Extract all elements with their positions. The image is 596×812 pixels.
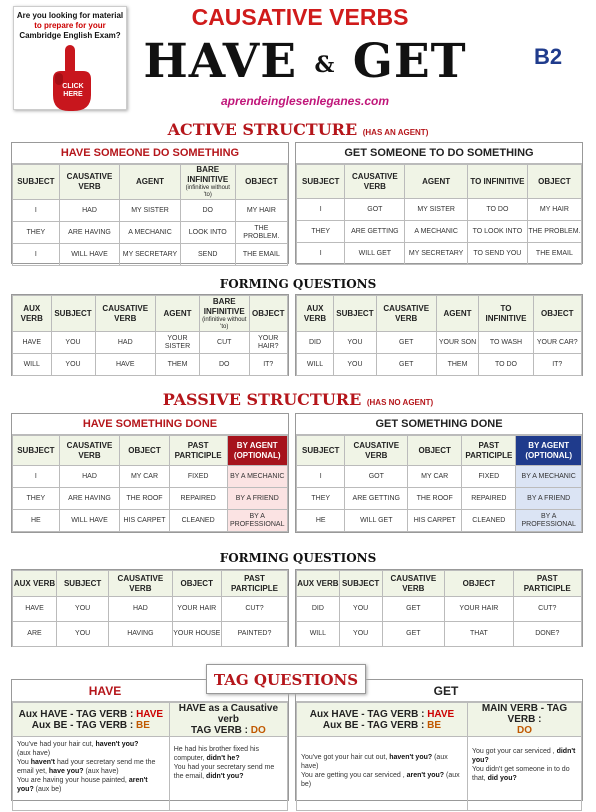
- cell: WILL GET: [345, 510, 408, 532]
- passive-forming-questions-heading: FORMING QUESTIONS: [219, 551, 377, 565]
- table-row: [13, 466, 288, 488]
- example-sentence: [174, 745, 283, 763]
- active-get-questions-card: [295, 294, 583, 376]
- cell: THE EMAIL: [235, 244, 287, 266]
- tag-have-causative-rules: [169, 703, 287, 737]
- col-header: PAST PARTICIPLE: [462, 436, 516, 466]
- cell: FIXED: [462, 466, 516, 488]
- cell: A MECHANIC: [405, 221, 468, 243]
- tag-get-label: GET: [296, 680, 582, 702]
- cell: GET: [382, 622, 445, 647]
- cell: HAD: [95, 332, 156, 354]
- title-amp: &: [314, 52, 336, 78]
- table-row: [297, 332, 582, 354]
- cell: IT?: [249, 354, 288, 376]
- col-header: AGENT: [405, 165, 468, 199]
- cell: HIS CARPET: [408, 510, 462, 532]
- cell: YOUR SISTER: [156, 332, 200, 354]
- col-header: OBJECT: [249, 296, 288, 332]
- cell: TO LOOK INTO: [467, 221, 527, 243]
- cell: YOUR HAIR: [445, 597, 513, 622]
- rule-text: Aux BE - TAG VERB :: [31, 719, 137, 731]
- cell: THE ROOF: [408, 488, 462, 510]
- cell: IT?: [533, 354, 581, 376]
- example-tag: haven't you?: [95, 741, 139, 748]
- table-row: [297, 354, 582, 376]
- rule-value: BE: [427, 719, 442, 731]
- cell: WILL: [297, 354, 334, 376]
- by-agent-header: BY AGENT (OPTIONAL): [227, 436, 288, 466]
- cell: TO DO: [467, 199, 527, 221]
- ad-line-1: Are you looking for material: [16, 11, 124, 20]
- table-row: [13, 244, 288, 266]
- have-someone-do-title: HAVE SOMEONE DO SOMETHING: [12, 143, 288, 164]
- get-someone-to-do-title: GET SOMEONE TO DO SOMETHING: [296, 143, 582, 164]
- col-header: CAUSATIVE VERB: [95, 296, 156, 332]
- cell: I: [297, 466, 345, 488]
- cell: MY HAIR: [235, 200, 287, 222]
- cell: MY CAR: [120, 466, 170, 488]
- example-tag: did you?: [487, 775, 517, 782]
- cell: ARE GETTING: [345, 221, 405, 243]
- example-text: You are getting you car serviced ,: [301, 772, 407, 779]
- cell: TO WASH: [479, 332, 533, 354]
- cell: BY A PROFESSIONAL: [516, 510, 582, 532]
- example-tag: didn't you?: [206, 773, 244, 780]
- rule-value: BE: [136, 719, 150, 731]
- col-header: CAUSATIVE VERB: [376, 296, 436, 332]
- cell: BY A FRIEND: [227, 488, 288, 510]
- tag-have-label: HAVE: [12, 680, 288, 702]
- table-row: [13, 332, 288, 354]
- cell: WILL HAVE: [59, 244, 120, 266]
- cell: MY SECRETARY: [120, 244, 181, 266]
- cell: I: [13, 466, 60, 488]
- example-text: You had your secretary send me the email,: [173, 764, 275, 780]
- bare-infinitive-note: (infinitive without 'to): [202, 316, 247, 330]
- cell: FIXED: [169, 466, 227, 488]
- cell: HAVE: [13, 332, 52, 354]
- ad-line-3: Cambridge English Exam?: [19, 31, 121, 40]
- cell: I: [13, 200, 60, 222]
- table-row: [13, 597, 288, 622]
- cell: WILL: [297, 622, 340, 647]
- cell: THEY: [297, 488, 345, 510]
- tag-get-table: [296, 702, 582, 811]
- table-row: [297, 243, 582, 265]
- cell: REPAIRED: [169, 488, 227, 510]
- table-row: [13, 488, 288, 510]
- cell: BY A MECHANIC: [227, 466, 288, 488]
- cell: YOUR HAIR: [172, 597, 222, 622]
- table-row: [297, 622, 582, 647]
- cell: DO: [200, 354, 250, 376]
- cell: CUT?: [513, 597, 581, 622]
- tag-get-card: [295, 679, 583, 801]
- col-header: CAUSATIVE VERB: [382, 571, 445, 597]
- cell: THE ROOF: [120, 488, 170, 510]
- cell: I: [297, 199, 345, 221]
- cell: YOU: [51, 332, 95, 354]
- cell: GET: [376, 354, 436, 376]
- cell: THAT: [445, 622, 513, 647]
- bare-infinitive-label: BARE INFINITIVE: [187, 165, 229, 184]
- example-note: (aux have): [17, 750, 51, 757]
- cell: CLEANED: [169, 510, 227, 532]
- ad-line-2: to prepare for your: [34, 21, 106, 30]
- col-header: SUBJECT: [334, 296, 377, 332]
- col-header: PAST PARTICIPLE: [513, 571, 581, 597]
- cell: ARE: [13, 622, 57, 647]
- cell: GET: [376, 332, 436, 354]
- col-header: OBJECT: [172, 571, 222, 597]
- cell: WILL GET: [345, 243, 405, 265]
- cell: GOT: [345, 199, 405, 221]
- rule-text: TAG VERB :: [190, 725, 251, 736]
- tag-have-table: [12, 702, 288, 811]
- example-sentence: [472, 765, 577, 783]
- col-header: CAUSATIVE VERB: [345, 165, 405, 199]
- cell: CUT?: [222, 597, 288, 622]
- level-badge: B2: [534, 44, 563, 69]
- cell: CLEANED: [462, 510, 516, 532]
- cell: HAVE: [13, 597, 57, 622]
- cell: DID: [297, 597, 340, 622]
- table-row: [297, 597, 582, 622]
- active-title-text: ACTIVE STRUCTURE: [167, 120, 358, 139]
- example-tag: aren't you?: [17, 777, 148, 793]
- col-header: AGENT: [120, 165, 181, 200]
- active-note: (HAS AN AGENT): [362, 128, 429, 137]
- col-header: OBJECT: [235, 165, 287, 200]
- cell: THEY: [13, 222, 60, 244]
- tag-questions-heading: [206, 664, 366, 694]
- tag-questions-title: TAG QUESTIONS: [213, 671, 359, 689]
- cell: THEM: [436, 354, 479, 376]
- col-header: OBJECT: [120, 436, 170, 466]
- example-tag: haven't: [30, 759, 55, 766]
- col-header: TO INFINITIVE: [467, 165, 527, 199]
- col-header: SUBJECT: [339, 571, 382, 597]
- table-row: [13, 222, 288, 244]
- cell: HE: [297, 510, 345, 532]
- cell: I: [297, 243, 345, 265]
- cell: YOU: [339, 622, 382, 647]
- col-header: AUX VERB: [13, 296, 52, 332]
- example-sentence: [301, 771, 463, 789]
- website-link[interactable]: aprendeinglesenleganes.com: [220, 94, 390, 108]
- tag-get-aux-rules: [297, 703, 468, 737]
- cell: DONE?: [513, 622, 581, 647]
- cell: YOU: [51, 354, 95, 376]
- active-structure-heading: [0, 120, 596, 139]
- col-header: CAUSATIVE VERB: [345, 436, 408, 466]
- rule-text: HAVE as a Causative verb: [178, 703, 279, 725]
- col-header: AUX VERB: [297, 571, 340, 597]
- col-header: AUX VERB: [13, 571, 57, 597]
- get-something-done-table: [296, 435, 582, 532]
- tag-have-card: [11, 679, 289, 801]
- causative-verbs-heading: CAUSATIVE VERBS: [191, 4, 409, 30]
- table-row: [297, 199, 582, 221]
- passive-title-text: PASSIVE STRUCTURE: [162, 390, 362, 409]
- col-header: OBJECT: [533, 296, 581, 332]
- cell: GET: [382, 597, 445, 622]
- col-header: SUBJECT: [297, 165, 345, 199]
- passive-structure-heading: [0, 390, 596, 409]
- cell: TO SEND YOU: [467, 243, 527, 265]
- rule-text: MAIN VERB - TAG VERB :: [481, 703, 568, 725]
- col-header: CAUSATIVE VERB: [109, 571, 172, 597]
- example-sentence: [174, 763, 283, 781]
- col-header: TO INFINITIVE: [479, 296, 533, 332]
- cell: A MECHANIC: [120, 222, 181, 244]
- cell: DID: [297, 332, 334, 354]
- col-header: OBJECT: [408, 436, 462, 466]
- table-row: [13, 200, 288, 222]
- rule-value: DO: [250, 725, 266, 736]
- have-someone-do-card: [11, 142, 289, 264]
- col-header: AGENT: [436, 296, 479, 332]
- cell: GOT: [345, 466, 408, 488]
- title-have: HAVE: [143, 34, 298, 89]
- tag-have-examples: [13, 737, 170, 811]
- cell: WILL HAVE: [59, 510, 120, 532]
- cell: BY A PROFESSIONAL: [227, 510, 288, 532]
- example-text: He had his brother fixed his computer,: [173, 746, 259, 762]
- cell: MY CAR: [408, 466, 462, 488]
- cell: YOUR HOUSE: [172, 622, 222, 647]
- example-sentence: [17, 758, 165, 776]
- col-header: PAST PARTICIPLE: [169, 436, 227, 466]
- cell: MY SISTER: [405, 199, 468, 221]
- cell: TO DO: [479, 354, 533, 376]
- cell: HAVE: [95, 354, 156, 376]
- passive-get-questions-table: [296, 570, 582, 647]
- example-tag: haven't you?: [389, 754, 433, 761]
- cell: HAD: [109, 597, 172, 622]
- bare-infinitive-note: (infinitive without 'to): [185, 185, 230, 198]
- table-row: [13, 622, 288, 647]
- cell: HAD: [59, 466, 120, 488]
- get-someone-to-do-table: [296, 164, 582, 265]
- rule-value: HAVE: [427, 708, 455, 720]
- col-header: SUBJECT: [297, 436, 345, 466]
- cell: YOU: [334, 354, 377, 376]
- have-something-done-card: [11, 413, 289, 533]
- cell: YOU: [334, 332, 377, 354]
- example-tag: didn't he?: [206, 755, 240, 762]
- cell: BY A FRIEND: [516, 488, 582, 510]
- example-sentence: [17, 776, 165, 794]
- example-note: (aux have): [83, 768, 119, 775]
- have-someone-do-table: [12, 164, 288, 266]
- bare-infinitive-label: BARE INFINITIVE: [203, 296, 245, 316]
- example-text: You didn't get someone in to do that,: [472, 766, 570, 782]
- cell: LOOK INTO: [180, 222, 235, 244]
- have-something-done-table: [12, 435, 288, 532]
- tag-get-main-verb-rules: [468, 703, 582, 737]
- col-header: SUBJECT: [57, 571, 109, 597]
- cell: THEY: [297, 221, 345, 243]
- cell: ARE HAVING: [59, 488, 120, 510]
- example-tag: didn't you?: [472, 748, 576, 764]
- cell: THEM: [156, 354, 200, 376]
- table-row: [297, 488, 582, 510]
- col-header: CAUSATIVE VERB: [59, 436, 120, 466]
- have-something-done-title: HAVE SOMETHING DONE: [12, 414, 288, 435]
- table-row: [13, 354, 288, 376]
- active-forming-questions-heading: FORMING QUESTIONS: [219, 277, 377, 291]
- cell: WILL: [13, 354, 52, 376]
- cell: CUT: [200, 332, 250, 354]
- tag-have-causative-examples: [169, 737, 287, 811]
- click-here-label: CLICK HERE: [62, 83, 84, 98]
- exam-ad-banner[interactable]: [13, 6, 127, 110]
- get-something-done-card: [295, 413, 583, 533]
- example-note: (aux be): [301, 772, 460, 788]
- col-header: PAST PARTICIPLE: [222, 571, 288, 597]
- example-sentence: [472, 747, 577, 765]
- rule-text: Aux HAVE - TAG VERB :: [18, 708, 137, 720]
- active-get-questions-table: [296, 295, 582, 376]
- active-have-questions-card: [11, 294, 289, 376]
- rule-value: HAVE: [136, 708, 164, 720]
- example-sentence: [17, 740, 165, 758]
- table-row: [297, 466, 582, 488]
- cell: HE: [13, 510, 60, 532]
- cell: YOUR CAR?: [533, 332, 581, 354]
- passive-have-questions-card: [11, 569, 289, 647]
- by-agent-header: BY AGENT (OPTIONAL): [516, 436, 582, 466]
- cell: PAINTED?: [222, 622, 288, 647]
- rule-text: Aux HAVE - TAG VERB :: [309, 708, 428, 720]
- tag-get-examples: [297, 737, 468, 811]
- example-note: (aux be): [33, 786, 62, 793]
- cell: DO: [180, 200, 235, 222]
- tag-get-main-verb-examples: [468, 737, 582, 811]
- example-text: You are having your house painted,: [17, 777, 129, 784]
- example-sentence: [301, 753, 463, 771]
- col-header: [180, 165, 235, 200]
- active-have-questions-table: [12, 295, 288, 376]
- passive-get-questions-card: [295, 569, 583, 647]
- cell: THE EMAIL: [527, 243, 581, 265]
- table-row: [297, 510, 582, 532]
- example-text: You got your car serviced ,: [472, 748, 557, 755]
- cell: SEND: [180, 244, 235, 266]
- example-note: (aux have): [301, 754, 448, 770]
- cell: YOUR HAIR?: [249, 332, 288, 354]
- cell: HAD: [59, 200, 120, 222]
- cell: YOU: [339, 597, 382, 622]
- col-header: OBJECT: [445, 571, 513, 597]
- col-header: SUBJECT: [51, 296, 95, 332]
- passive-note: (HAS NO AGENT): [366, 398, 434, 407]
- example-tag: have you?: [48, 768, 84, 775]
- rule-value: DO: [517, 725, 532, 736]
- cell: YOU: [57, 597, 109, 622]
- col-header: [200, 296, 250, 332]
- cell: MY SISTER: [120, 200, 181, 222]
- example-text: had your secretary send me the email yet,: [17, 759, 156, 775]
- col-header: CAUSATIVE VERB: [59, 165, 120, 200]
- cell: MY SECRETARY: [405, 243, 468, 265]
- get-something-done-title: GET SOMETHING DONE: [296, 414, 582, 435]
- cell: YOU: [57, 622, 109, 647]
- have-get-title: [140, 34, 470, 89]
- col-header: SUBJECT: [13, 436, 60, 466]
- cell: THE PROBLEM.: [235, 222, 287, 244]
- tag-have-aux-rules: [13, 703, 170, 737]
- example-tag: aren't you?: [406, 772, 445, 779]
- col-header: AGENT: [156, 296, 200, 332]
- col-header: OBJECT: [527, 165, 581, 199]
- rule-text: Aux BE - TAG VERB :: [322, 719, 428, 731]
- cell: ARE GETTING: [345, 488, 408, 510]
- table-row: [297, 221, 582, 243]
- cell: REPAIRED: [462, 488, 516, 510]
- cell: I: [13, 244, 60, 266]
- table-row: [13, 510, 288, 532]
- example-text: You: [17, 759, 31, 766]
- get-someone-to-do-card: [295, 142, 583, 264]
- cell: ARE HAVING: [59, 222, 120, 244]
- col-header: SUBJECT: [13, 165, 60, 200]
- cell: BY A MECHANIC: [516, 466, 582, 488]
- passive-have-questions-table: [12, 570, 288, 647]
- cell: THEY: [13, 488, 60, 510]
- cell: MY HAIR: [527, 199, 581, 221]
- title-get: GET: [352, 34, 467, 89]
- col-header: AUX VERB: [297, 296, 334, 332]
- cell: HAVING: [109, 622, 172, 647]
- example-text: You've got your hair cut out,: [301, 754, 390, 761]
- cell: THE PROBLEM.: [527, 221, 581, 243]
- cell: YOUR SON: [436, 332, 479, 354]
- example-text: You've had your hair cut,: [17, 741, 96, 748]
- cell: HIS CARPET: [120, 510, 170, 532]
- pointing-hand-icon: [45, 43, 95, 113]
